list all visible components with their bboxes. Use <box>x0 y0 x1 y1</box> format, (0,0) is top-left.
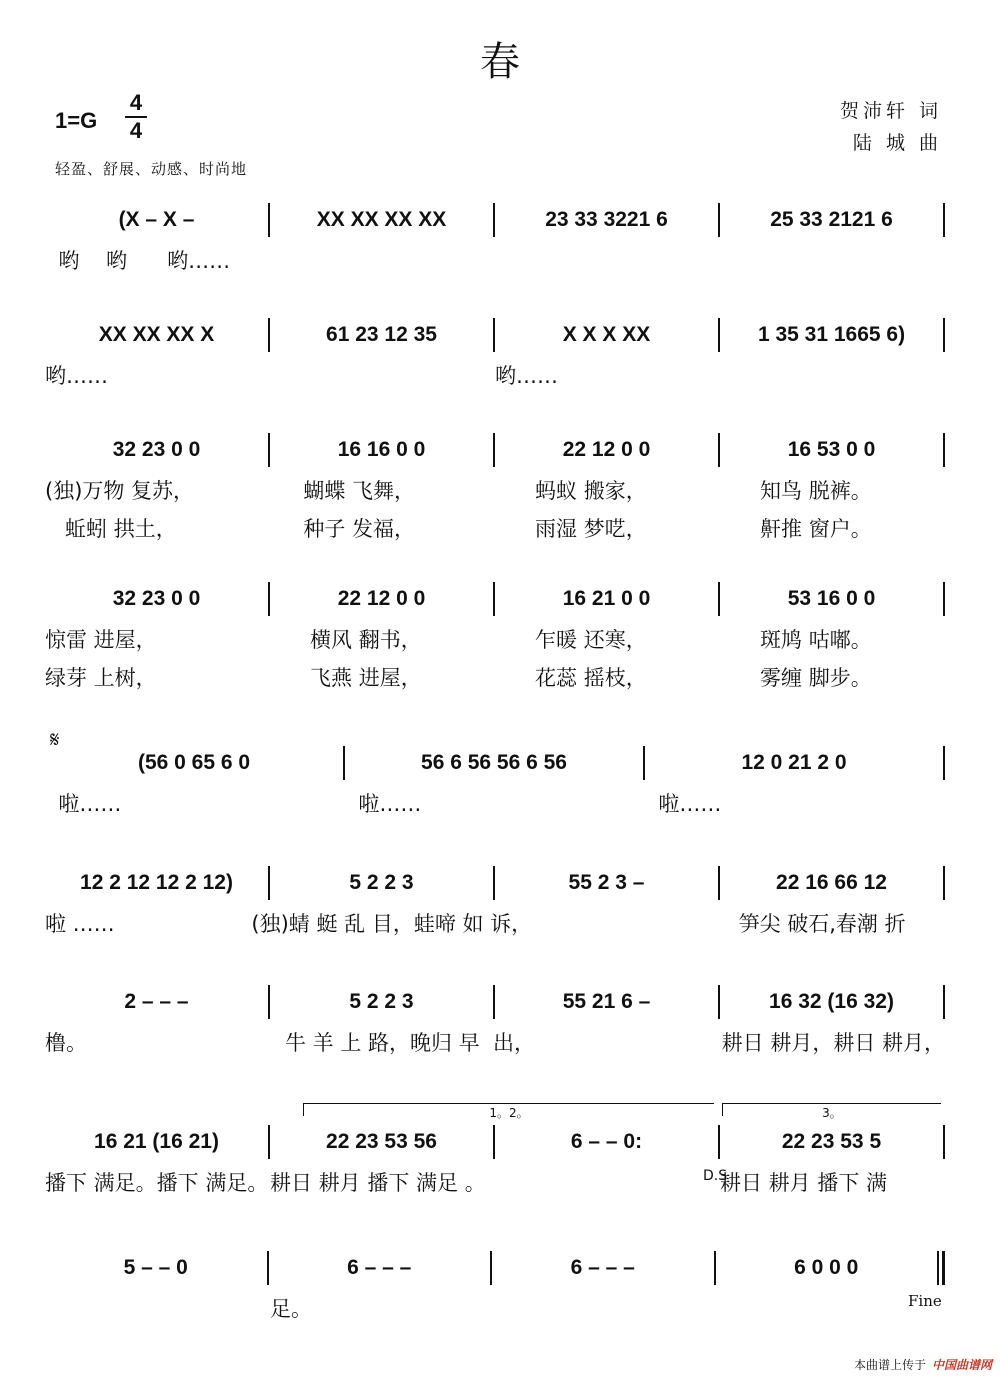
measure: 5 2 2 3 <box>349 871 414 894</box>
score-row <box>45 985 945 1057</box>
lyric-segment: 播下 满足。播下 满足。 <box>45 1171 269 1195</box>
lyric-segment <box>270 245 495 275</box>
staff-line <box>45 985 945 1019</box>
lyric-segment: 横风 翻书， <box>270 628 422 652</box>
lyric-segment <box>720 360 945 390</box>
measure: 5 – – 0 <box>123 1256 188 1279</box>
key-signature: 1=G <box>55 108 98 133</box>
lyric-segment <box>495 245 720 275</box>
barline <box>943 582 945 616</box>
lyric-segment: 雾缠 脚步。 <box>720 666 872 690</box>
staff-line <box>45 582 945 616</box>
lyric-segment: 蚂蚁 搬家， <box>495 479 647 503</box>
lyric-segment: 种子 发福， <box>270 517 416 541</box>
lyric-segment: 啦…… <box>345 792 422 816</box>
lyric-segment <box>495 1293 720 1323</box>
volta-1-2: 1。2。 <box>303 1103 714 1116</box>
lyric-segment: 斑鸠 咕嘟。 <box>720 628 872 652</box>
staff-line <box>45 1251 945 1285</box>
score-row <box>45 582 945 692</box>
barline <box>943 1125 945 1159</box>
composer: 陆 城 曲 <box>852 132 942 154</box>
measure: XX XX XX X <box>98 323 215 346</box>
lyric-segment: 蝴蝶 飞舞， <box>270 479 416 503</box>
lyrics-line <box>45 662 945 692</box>
lyric-segment: 啦…… <box>645 792 722 816</box>
measure: 6 0 0 0 <box>794 1256 859 1279</box>
lyric-segment <box>720 1293 945 1323</box>
lyric-segment: 蚯蚓 拱土， <box>45 517 177 541</box>
lyric-segment <box>45 1293 270 1323</box>
lyric-segment: 鼾推 窗户。 <box>720 517 872 541</box>
lyric-segment: 牛 羊 上 路，晚归 早 出， <box>231 1031 536 1055</box>
score-row <box>45 203 945 275</box>
lyrics-line <box>45 788 945 818</box>
lyrics-line <box>45 1027 945 1057</box>
score-row <box>45 433 945 543</box>
fine-marking: Fine <box>908 1292 942 1310</box>
barline <box>937 1251 945 1285</box>
tempo-marking: 轻盈、舒展、动感、时尚地 <box>55 160 248 178</box>
measure: 6 – – – <box>570 1256 635 1279</box>
measure: 22 23 53 56 <box>326 1130 437 1153</box>
lyric-segment: 笋尖 破石,春潮 折 <box>738 912 906 936</box>
time-top: 4 <box>129 90 143 115</box>
score-row <box>45 318 945 390</box>
measure: 12 0 21 2 0 <box>741 751 847 774</box>
song-title: 春 <box>480 39 520 85</box>
barline <box>943 203 945 237</box>
score-row <box>45 1251 945 1323</box>
measure: XX XX XX XX <box>316 208 447 231</box>
barline <box>943 866 945 900</box>
site-logo[interactable]: 中国曲谱网 <box>931 1358 992 1372</box>
lyric-segment: 惊雷 进屋， <box>45 628 157 652</box>
footer-text: 本曲谱上传于 <box>853 1358 926 1372</box>
lyric-segment: 乍暖 还寒， <box>495 628 647 652</box>
time-bottom: 4 <box>125 116 147 144</box>
lyric-segment: 耕日 耕月 播下 满足 。 <box>270 1171 486 1195</box>
lyric-segment: 耕日 耕月 播下 满 <box>720 1171 888 1195</box>
barline <box>943 746 945 780</box>
lyricist: 贺沛轩 词 <box>839 100 942 122</box>
score-row <box>45 746 945 818</box>
barline <box>943 433 945 467</box>
lyric-segment: 橹。 <box>45 1031 87 1055</box>
lyric-segment: 花蕊 摇枝， <box>495 666 647 690</box>
lyric-segment: 啦 …… <box>45 912 115 936</box>
lyric-segment: (独)蜻 蜓 乱 目，蛙啼 如 诉， <box>251 912 533 936</box>
measure: 6 – – 0: <box>570 1130 643 1153</box>
measure: 16 53 0 0 <box>787 438 876 461</box>
lyric-segment <box>270 360 495 390</box>
score-row <box>45 1125 945 1197</box>
staff-line <box>45 203 945 237</box>
lyric-segment: 足。 <box>270 1297 312 1321</box>
measure: 2 – – – <box>124 990 189 1013</box>
lyric-segment <box>535 1027 722 1057</box>
lyric-segment <box>495 1167 720 1197</box>
measure: 32 23 0 0 <box>112 438 201 461</box>
footer <box>854 1356 992 1373</box>
measure: 6 – – – <box>347 1256 412 1279</box>
lyrics-line <box>45 908 945 938</box>
lyric-segment: 雨湿 梦呓， <box>495 517 647 541</box>
lyrics-line <box>45 1293 945 1323</box>
staff-line <box>45 318 945 352</box>
measure: 55 2 3 – <box>568 871 645 894</box>
measure: X X X XX <box>562 323 651 346</box>
measure: 61 23 12 35 <box>326 323 437 346</box>
staff-line <box>45 866 945 900</box>
lyric-segment: 哟…… <box>495 364 558 388</box>
lyrics-line <box>45 1167 945 1197</box>
lyrics-line <box>45 513 945 543</box>
lyrics-line <box>45 245 945 275</box>
dal-segno: D.S <box>703 1168 728 1184</box>
measure: 16 21 0 0 <box>562 587 651 610</box>
volta-3: 3。 <box>722 1103 941 1116</box>
lyric-segment: 绿芽 上树， <box>45 666 157 690</box>
segno-sign: 𝄋 <box>50 728 60 753</box>
lyric-segment: 耕日 耕月，耕日 耕月， <box>721 1031 946 1055</box>
measure: 55 21 6 – <box>562 990 651 1013</box>
credits <box>840 95 942 159</box>
lyric-segment: (独)万物 复苏， <box>45 479 195 503</box>
measure: (56 0 65 6 0 <box>137 751 251 774</box>
lyric-segment: 飞燕 进屋， <box>270 666 422 690</box>
time-signature <box>125 90 147 144</box>
lyrics-line <box>45 624 945 654</box>
measure: 32 23 0 0 <box>112 587 201 610</box>
lyric-segment: 啦…… <box>45 792 122 816</box>
lyric-segment: 哟 哟 哟…… <box>45 249 231 273</box>
staff-line <box>45 433 945 467</box>
barline <box>943 985 945 1019</box>
lyric-segment: 哟…… <box>45 364 108 388</box>
measure: 16 16 0 0 <box>337 438 426 461</box>
measure: 22 12 0 0 <box>337 587 426 610</box>
measure: 53 16 0 0 <box>787 587 876 610</box>
lyric-segment <box>720 245 945 275</box>
lyric-segment: 知鸟 脱裤。 <box>720 479 872 503</box>
measure: 22 23 53 5 <box>781 1130 882 1153</box>
measure: 56 6 56 56 6 56 <box>421 751 567 774</box>
measure: 16 21 (16 21) <box>94 1130 219 1153</box>
staff-line <box>45 746 945 780</box>
score-row <box>45 866 945 938</box>
lyrics-line <box>45 475 945 505</box>
lyrics-line <box>45 360 945 390</box>
staff-line <box>45 1125 945 1159</box>
measure: 16 32 (16 32) <box>769 990 894 1013</box>
measure: 5 2 2 3 <box>349 990 414 1013</box>
measure: 22 16 66 12 <box>776 871 887 894</box>
measure: 1 35 31 1665 6) <box>757 323 906 346</box>
measure: 22 12 0 0 <box>562 438 651 461</box>
measure: (X – X – <box>118 208 195 231</box>
measure: 23 33 3221 6 <box>545 208 668 231</box>
measure: 25 33 2121 6 <box>770 208 893 231</box>
measure: 12 2 12 12 2 12) <box>80 871 233 894</box>
lyric-segment <box>532 908 738 938</box>
barline <box>943 318 945 352</box>
